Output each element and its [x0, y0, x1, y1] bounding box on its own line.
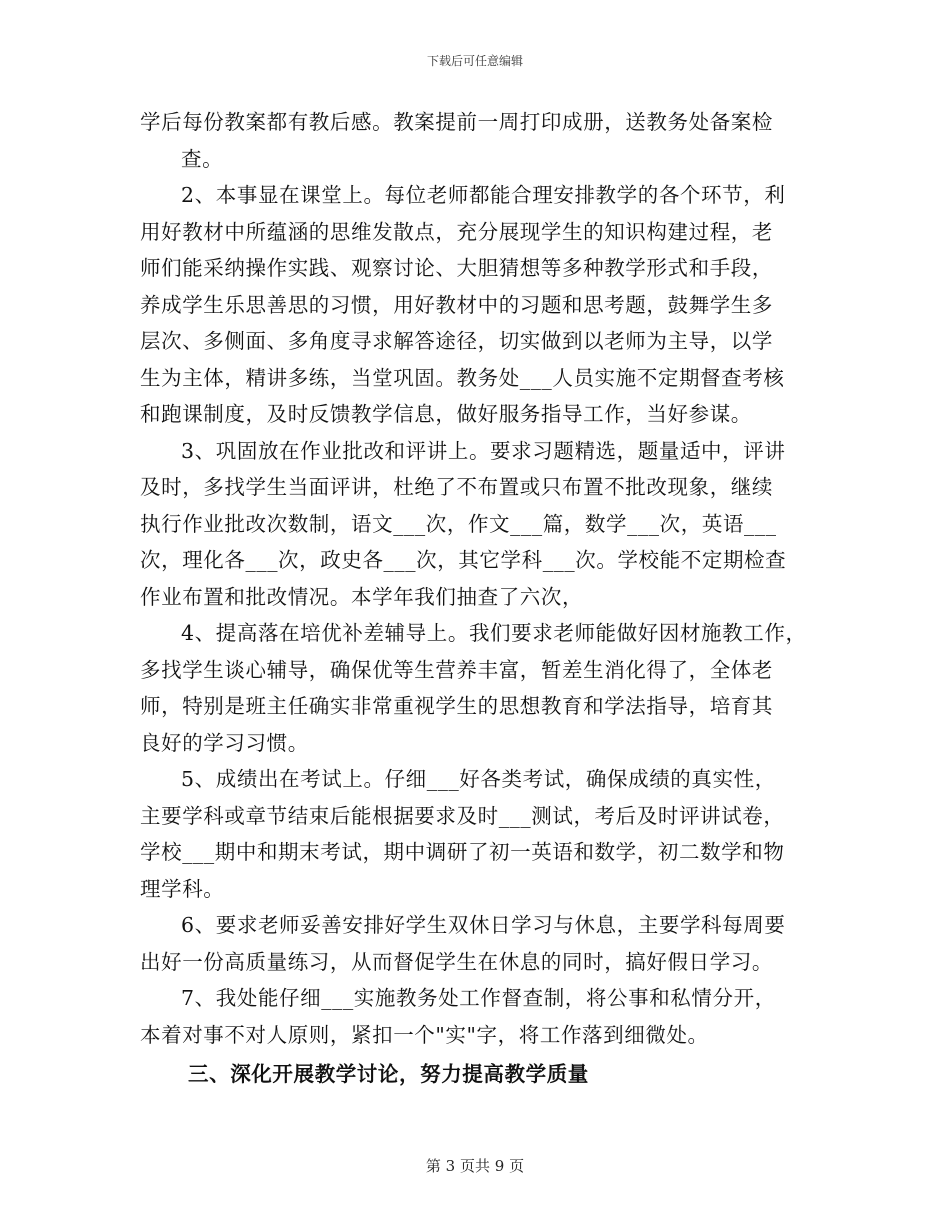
paragraph-3-start: 3、巩固放在作业批改和评讲上。要求习题精选，题量适中，评讲: [181, 438, 786, 463]
paragraph-6-start: 6、要求老师妥善安排好学生双休日学习与休息，主要学科每周要: [181, 913, 786, 937]
page-header: 下载后可任意编辑: [426, 54, 523, 68]
text-line: 出好一份高质量练习，从而督促学生在休息的同时，搞好假日学习。: [140, 949, 773, 974]
text-line: 本着对事不对人原则，紧扣一个"实"字，将工作落到细微处。: [140, 1022, 709, 1047]
text-line: 多找学生谈心辅导，确保优等生营养丰富，暂差生消化得了，全体老: [140, 657, 773, 682]
text-line: 和跑课制度，及时反馈教学信息，做好服务指导工作，当好参谋。: [140, 402, 752, 426]
text-line: 良好的学习习惯。: [140, 730, 309, 755]
text-line: 用好教材中所蕴涵的思维发散点，充分展现学生的知识构建过程，老: [140, 219, 773, 244]
text-line: 养成学生乐思善思的习惯，用好教材中的习题和思考题，鼓舞学生多: [140, 292, 773, 317]
text-line: 执行作业批改次数制，语文___次，作文___篇，数学___次，英语___: [140, 511, 777, 536]
text-line: 层次、多侧面、多角度寻求解答途径，切实做到以老师为主导，以学: [140, 329, 773, 353]
text-line: 次，理化各___次，政史各___次，其它学科___次。学校能不定期检查: [140, 548, 787, 572]
paragraph-4-start: 4、提高落在培优补差辅导上。我们要求老师能做好因材施教工作，: [181, 621, 807, 645]
paragraph-2-start: 2、本事显在课堂上。每位老师都能合理安排教学的各个环节，利: [181, 183, 786, 207]
page-footer: 第 3 页共 9 页: [425, 1157, 525, 1175]
section-heading: 三、深化开展教学讨论，努力提高教学质量: [188, 1062, 589, 1086]
text-line: 查。: [181, 146, 224, 171]
text-line: 主要学科或章节结束后能根据要求及时___测试，考后及时评讲试卷，: [140, 803, 785, 828]
text-line: 理学科。: [140, 876, 225, 901]
document-body: [140, 104, 830, 1093]
text-line: 作业布置和批改情况。本学年我们抽查了六次，: [140, 584, 584, 609]
text-line: 及时，多找学生当面评讲，杜绝了不布置或只布置不批改现象，继续: [140, 475, 773, 499]
paragraph-7-start: 7、我处能仔细___实施教务处工作督查制，将公事和私情分开，: [181, 986, 776, 1010]
text-line: 师们能采纳操作实践、观察讨论、大胆猜想等多种教学形式和手段，: [140, 256, 773, 280]
text-line: 师，特别是班主任确实非常重视学生的思想教育和学法指导，培育其: [140, 694, 773, 718]
text-line: 学校___期中和期末考试，期中调研了初一英语和数学，初二数学和物: [140, 840, 785, 864]
text-line: 生为主体，精讲多练，当堂巩固。教务处___人员实施不定期督查考核: [140, 365, 785, 390]
paragraph-5-start: 5、成绩出在考试上。仔细___好各类考试，确保成绩的真实性，: [181, 767, 776, 791]
text-line: 学后每份教案都有教后感。教案提前一周打印成册，送教务处备案检: [140, 110, 773, 134]
